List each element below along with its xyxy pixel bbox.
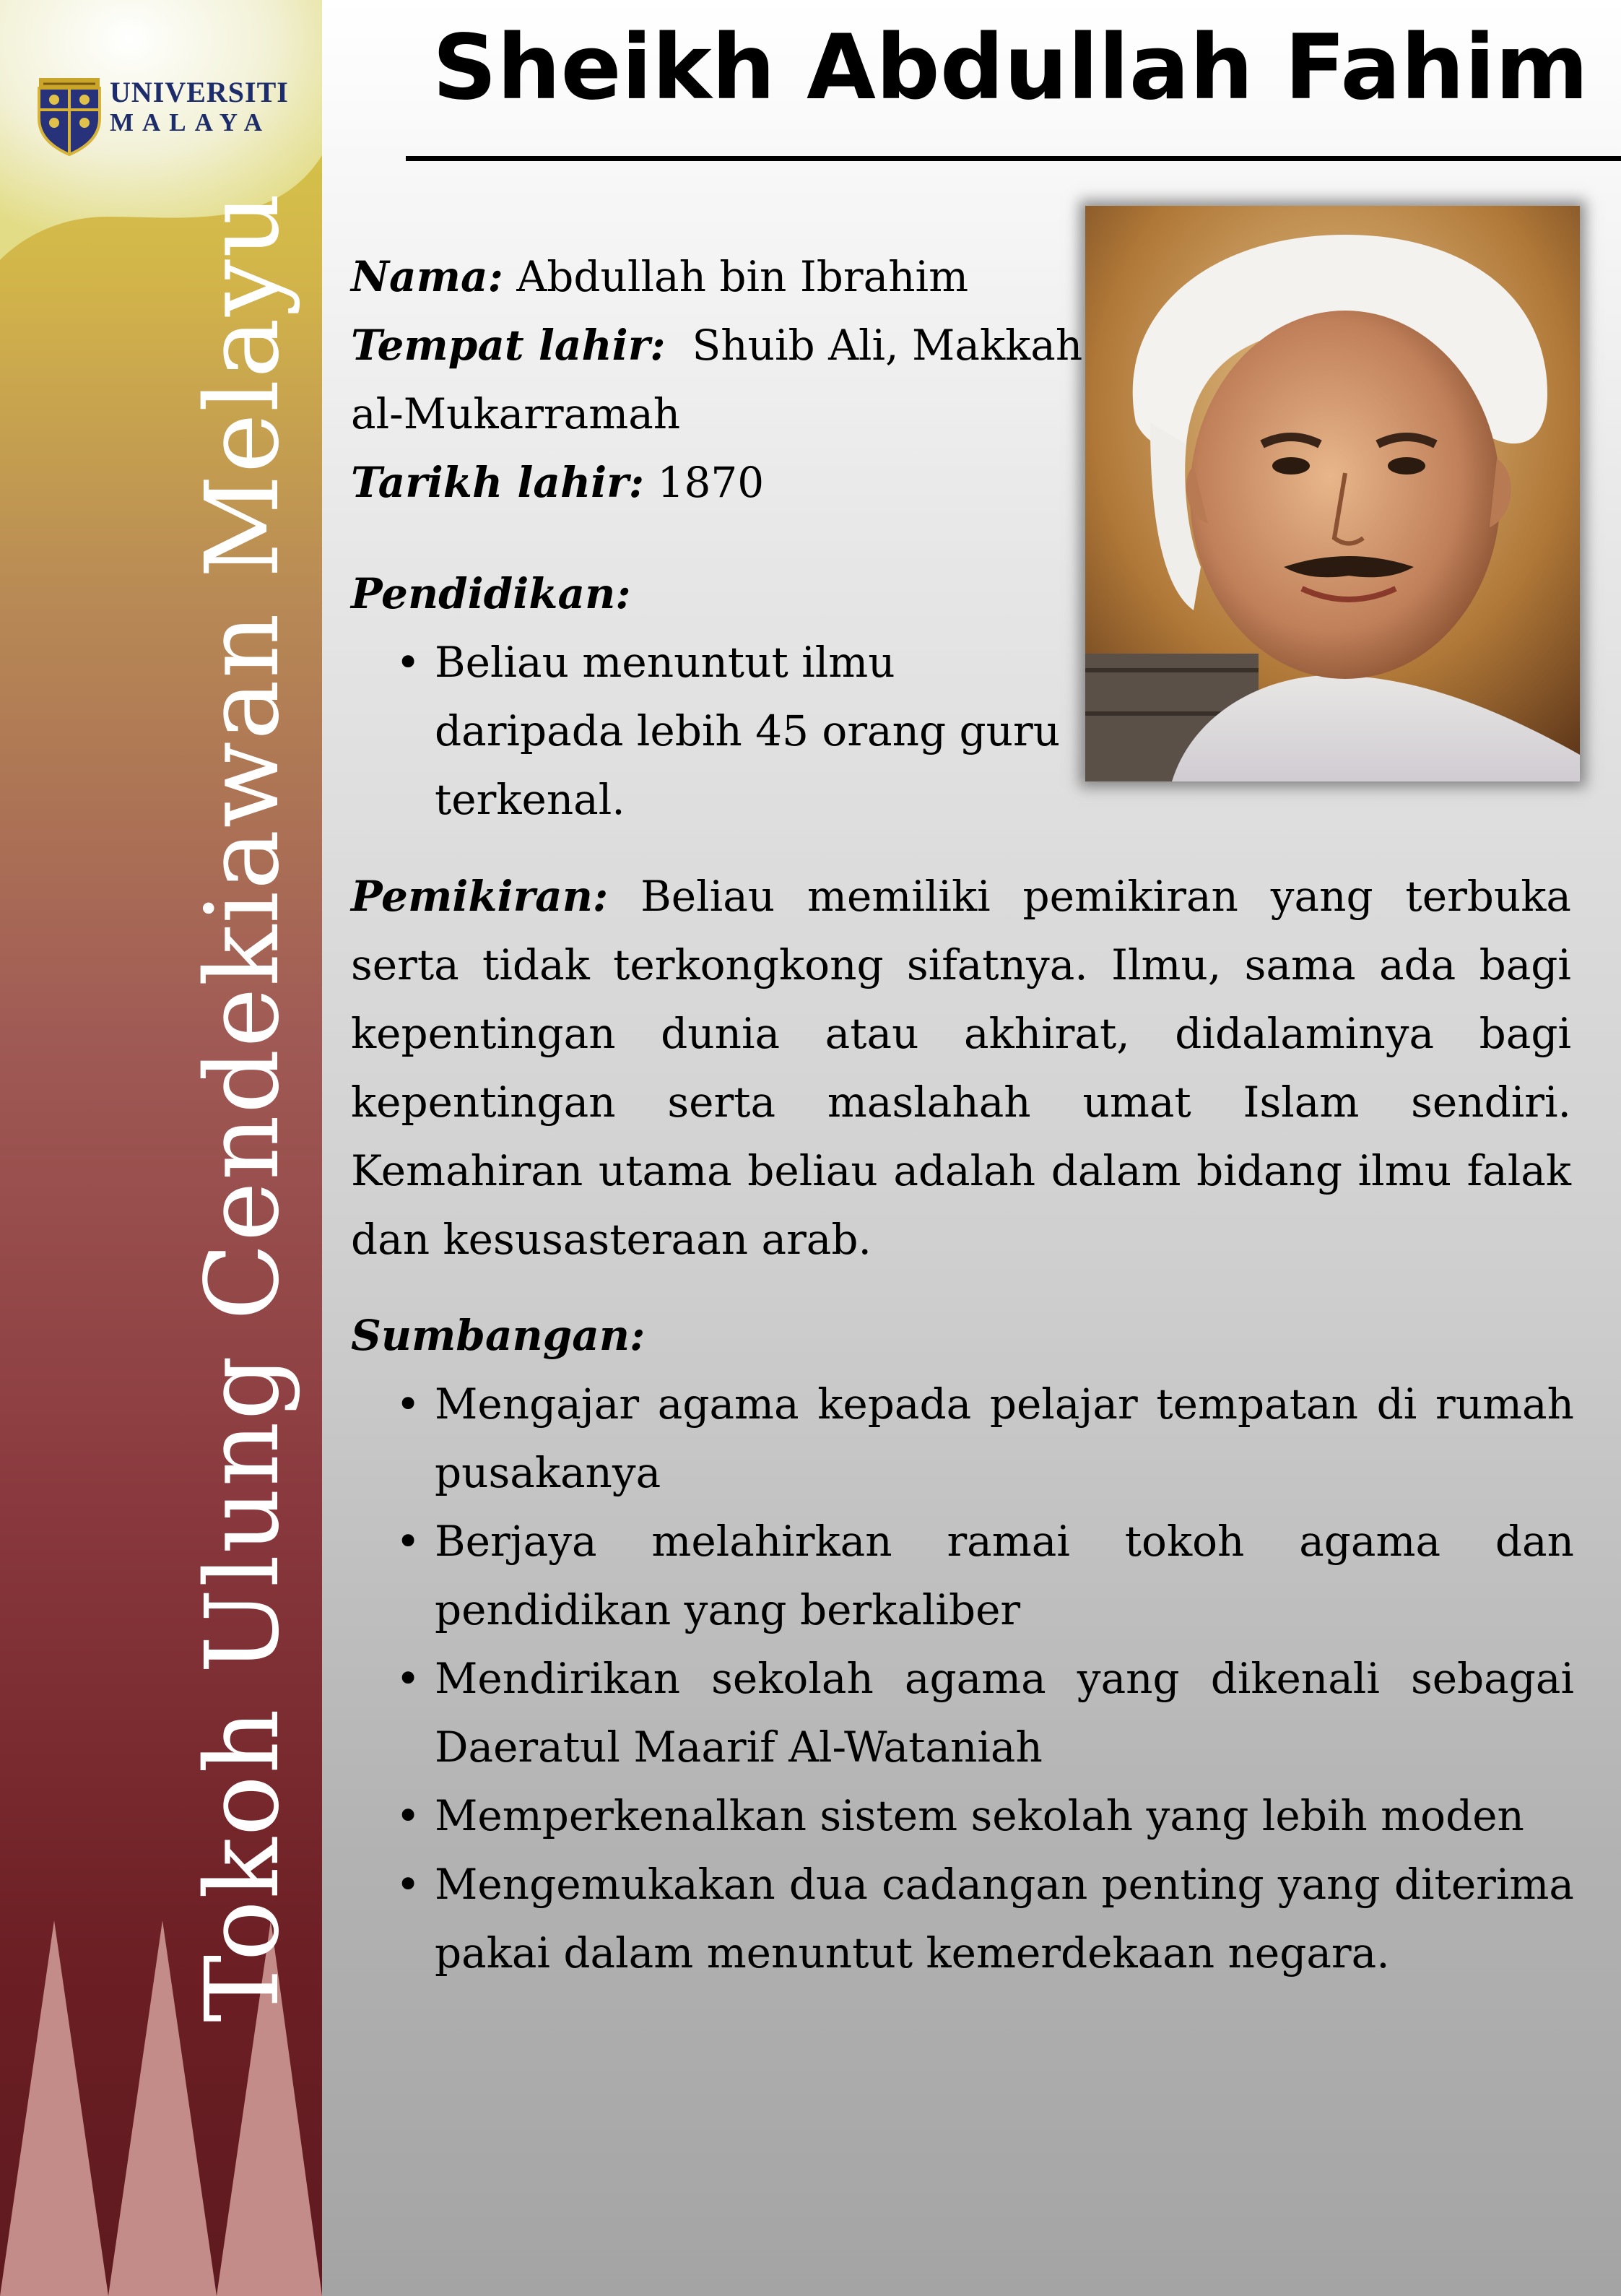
contribution-item: • Mengajar agama kepada pelajar tempatan di rumah pusakanya — [390, 1370, 1574, 1507]
logo-line-1: UNIVERSITI — [110, 76, 289, 108]
vertical-title-text: Tokoh Ulung Cendekiawan Melayu — [184, 191, 302, 2022]
thinking-text: Beliau memiliki pemikiran yang terbuka serta tidak terkongkong sifatnya. Ilmu, sama ada bagi kepentingan dunia atau akhirat, didalaminya bagi kepentingan serta maslahah umat Islam sendiri. Kemahiran utama beliau adalah dalam bidang ilmu falak dan kesusasteraan arab. — [351, 872, 1571, 1264]
education-list — [390, 628, 1061, 834]
contribution-item: • Mengemukakan dua cadangan penting yang diterima pakai dalam menuntut kemerdekaan negara. — [390, 1850, 1574, 1988]
contributions-list — [390, 1370, 1574, 1988]
crest-icon — [36, 75, 103, 156]
contribution-item: • Memperkenalkan sistem sekolah yang lebih moden — [390, 1782, 1574, 1850]
portrait-photo — [1085, 206, 1580, 781]
thinking-paragraph — [351, 862, 1571, 1274]
contributions-heading: Sumbangan: — [351, 1311, 646, 1360]
birthplace-row-cont: al-Mukarramah — [351, 389, 681, 438]
education-item: • Beliau menuntut ilmu daripada lebih 45 orang guru terkenal. — [390, 628, 1061, 834]
logo-line-2: MALAYA — [110, 108, 271, 137]
profile-info — [351, 243, 1083, 517]
education-heading: Pendidikan: — [351, 569, 631, 618]
birthplace-value: Shuib Ali, Makkah — [665, 321, 1083, 370]
birthdate-row — [351, 449, 1066, 517]
name-row — [351, 243, 1066, 311]
university-logo — [36, 72, 296, 159]
name-label: Nama: — [351, 252, 503, 301]
title-divider — [406, 156, 1621, 161]
portrait-illustration — [1085, 206, 1580, 781]
page-title: Sheikh Abdullah Fahim — [432, 16, 1589, 120]
birthplace-label: Tempat lahir: — [351, 321, 666, 370]
birthplace-row — [351, 311, 1083, 380]
thinking-label: Pemikiran: — [351, 872, 609, 921]
contribution-item: • Mendirikan sekolah agama yang dikenali sebagai Daeratul Maarif Al-Wataniah — [390, 1645, 1574, 1782]
birthdate-value: 1870 — [644, 458, 765, 507]
contribution-item: • Berjaya melahirkan ramai tokoh agama dan pendidikan yang berkaliber — [390, 1507, 1574, 1645]
birthdate-label: Tarikh lahir: — [351, 458, 645, 507]
side-banner — [0, 0, 322, 2296]
name-value: Abdullah bin Ibrahim — [503, 252, 969, 301]
